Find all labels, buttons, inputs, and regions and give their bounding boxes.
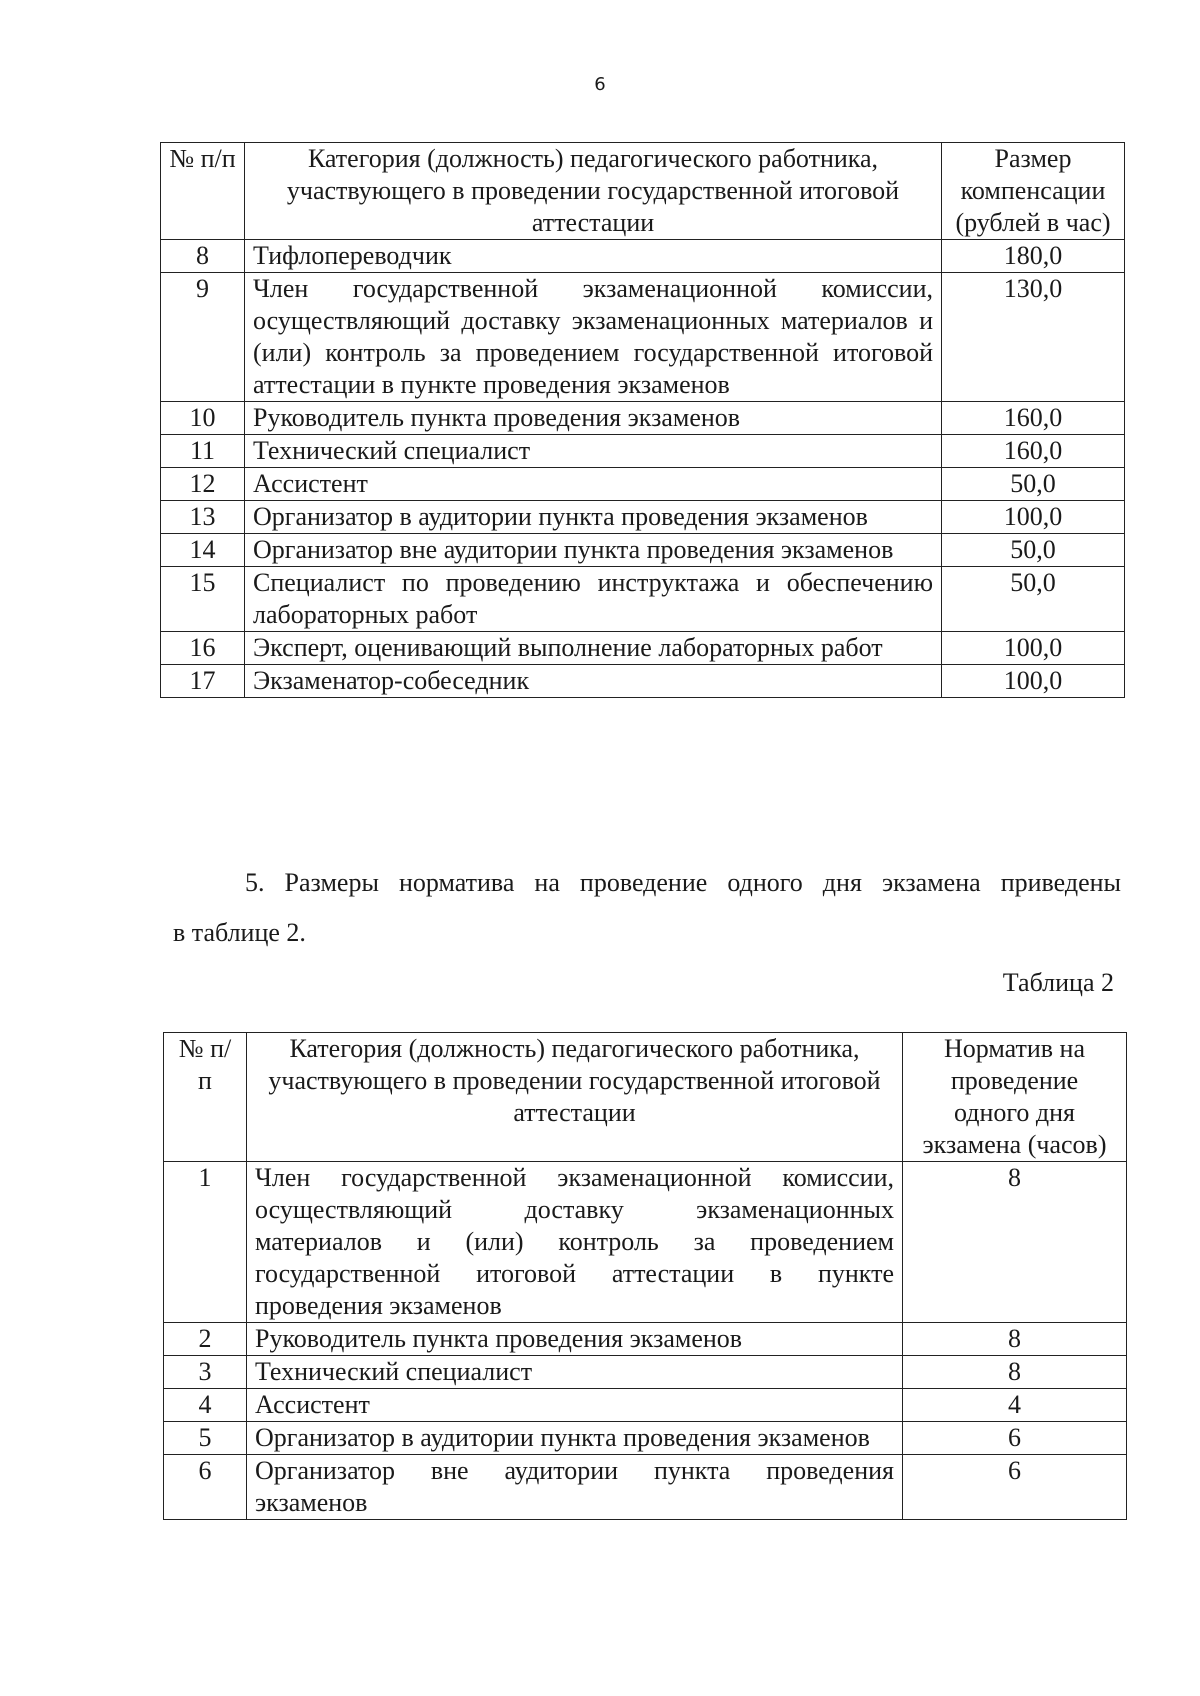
table-row (161, 501, 1125, 534)
row-value: 50,0 (942, 468, 1125, 501)
table-row (161, 665, 1125, 698)
header-category: Категория (должность) педагогического работника, участвующего в проведении государственной итоговой аттестации (245, 143, 942, 240)
row-value: 50,0 (942, 534, 1125, 567)
row-number: 8 (161, 240, 245, 273)
row-category: Организатор вне аудитории пункта проведения экзаменов (245, 534, 942, 567)
table-row (164, 1389, 1127, 1422)
table-row (164, 1162, 1127, 1323)
row-number: 12 (161, 468, 245, 501)
compensation-table-body (161, 240, 1125, 698)
norm-table (163, 1032, 1127, 1520)
table-row (164, 1455, 1127, 1520)
row-value: 8 (903, 1356, 1127, 1389)
paragraph-line-1: 5. Размеры норматива на проведение одного дня экзамена приведены (245, 868, 1121, 897)
row-value: 160,0 (942, 435, 1125, 468)
paragraph-line-2: в таблице 2. (173, 918, 306, 947)
row-category: Член государственной экзаменационной комиссии, осуществляющий доставку экзаменационных материалов и (или) контроль за проведением государственной итоговой аттестации в пункте проведения экзаменов (247, 1162, 903, 1323)
header-num: № п/п (161, 143, 245, 240)
row-value: 160,0 (942, 402, 1125, 435)
row-number: 3 (164, 1356, 247, 1389)
row-category: Технический специалист (245, 435, 942, 468)
row-value: 6 (903, 1422, 1127, 1455)
row-number: 11 (161, 435, 245, 468)
row-value: 4 (903, 1389, 1127, 1422)
row-category: Организатор вне аудитории пункта проведения экзаменов (247, 1455, 903, 1520)
row-category: Организатор в аудитории пункта проведения экзаменов (245, 501, 942, 534)
table-row (161, 240, 1125, 273)
header-norm: Норматив на проведение одного дня экзамена (часов) (903, 1033, 1127, 1162)
row-value: 50,0 (942, 567, 1125, 632)
row-category: Ассистент (245, 468, 942, 501)
row-number: 13 (161, 501, 245, 534)
row-category: Организатор в аудитории пункта проведения экзаменов (247, 1422, 903, 1455)
row-category: Ассистент (247, 1389, 903, 1422)
row-number: 1 (164, 1162, 247, 1323)
table-header-row (161, 143, 1125, 240)
table-row (164, 1356, 1127, 1389)
table-header-row (164, 1033, 1127, 1162)
row-value: 130,0 (942, 273, 1125, 402)
row-value: 180,0 (942, 240, 1125, 273)
compensation-table (160, 142, 1125, 698)
row-category: Эксперт, оценивающий выполнение лабораторных работ (245, 632, 942, 665)
page-number: 6 (594, 74, 606, 95)
table-2-caption: Таблица 2 (1002, 968, 1114, 997)
row-category: Член государственной экзаменационной комиссии, осуществляющий доставку экзаменационных материалов и (или) контроль за проведением государственной итоговой аттестации в пункте проведения экзаменов (245, 273, 942, 402)
row-number: 9 (161, 273, 245, 402)
header-category: Категория (должность) педагогического работника, участвующего в проведении государственной итоговой аттестации (247, 1033, 903, 1162)
row-category: Специалист по проведению инструктажа и обеспечению лабораторных работ (245, 567, 942, 632)
row-value: 100,0 (942, 501, 1125, 534)
row-category: Руководитель пункта проведения экзаменов (245, 402, 942, 435)
table-row (161, 435, 1125, 468)
row-number: 17 (161, 665, 245, 698)
row-category: Технический специалист (247, 1356, 903, 1389)
table-row (161, 402, 1125, 435)
row-category: Экзаменатор-собеседник (245, 665, 942, 698)
row-category: Руководитель пункта проведения экзаменов (247, 1323, 903, 1356)
row-value: 8 (903, 1162, 1127, 1323)
row-value: 8 (903, 1323, 1127, 1356)
table-row (161, 632, 1125, 665)
row-number: 4 (164, 1389, 247, 1422)
row-number: 5 (164, 1422, 247, 1455)
table-row (161, 273, 1125, 402)
row-category: Тифлопереводчик (245, 240, 942, 273)
table-row (161, 567, 1125, 632)
row-value: 6 (903, 1455, 1127, 1520)
table-row (164, 1323, 1127, 1356)
row-value: 100,0 (942, 632, 1125, 665)
row-number: 16 (161, 632, 245, 665)
row-number: 2 (164, 1323, 247, 1356)
row-number: 15 (161, 567, 245, 632)
header-num: № п/п (164, 1033, 247, 1162)
row-number: 10 (161, 402, 245, 435)
norm-table-body (164, 1162, 1127, 1520)
header-compensation: Размер компенсации (рублей в час) (942, 143, 1125, 240)
row-number: 14 (161, 534, 245, 567)
table-row (164, 1422, 1127, 1455)
row-number: 6 (164, 1455, 247, 1520)
row-value: 100,0 (942, 665, 1125, 698)
table-row (161, 534, 1125, 567)
table-row (161, 468, 1125, 501)
